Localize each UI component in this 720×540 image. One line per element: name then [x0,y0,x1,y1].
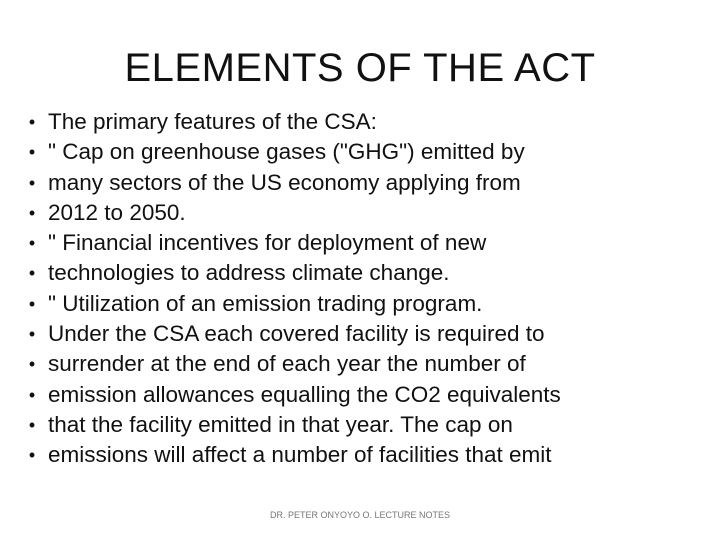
bullet-item [22,168,712,198]
bullet-dot-icon: • [28,202,36,223]
slide-title: ELEMENTS OF THE ACT [124,46,596,90]
bullet-dot-icon: • [28,263,36,284]
bullet-dot-icon: • [28,233,36,254]
bullet-dot-icon: • [28,324,36,345]
bullet-text: many sectors of the US economy applying from [48,169,521,195]
bullet-text: " Utilization of an emission trading program. [48,290,483,316]
bullet-dot-icon: • [28,112,36,132]
bullet-text: emission allowances equalling the CO2 equivalents [48,381,561,407]
bullet-item [22,440,712,470]
bullet-item [22,107,712,137]
bullet-item [22,410,712,440]
bullet-item [22,137,712,167]
bullet-dot-icon: • [28,414,36,435]
bullet-text: 2012 to 2050. [48,199,186,225]
bullet-dot-icon: • [28,172,36,193]
bullet-text: The primary features of the CSA: [48,109,377,134]
bullet-item [22,198,712,228]
bullet-item [22,349,712,379]
bullet-item [22,319,712,349]
bullet-text: " Financial incentives for deployment of new [48,230,487,256]
bullet-text: technologies to address climate change. [48,260,450,286]
bullet-dot-icon: • [28,142,36,163]
bullet-item [22,289,712,319]
bullet-item [22,380,712,410]
bullet-dot-icon: • [28,384,36,405]
bullet-item [22,258,712,288]
footer-note: DR. PETER ONYOYO O. LECTURE NOTES [269,510,451,520]
bullet-text: Under the CSA each covered facility is required to [48,321,545,347]
bullet-text: that the facility emitted in that year. The cap on [48,411,513,437]
bullet-dot-icon: • [28,293,36,314]
bullet-text: " Cap on greenhouse gases ("GHG") emitted by [48,139,525,165]
bullet-item [22,228,712,258]
bullet-dot-icon: • [28,445,36,466]
bullet-text: emissions will affect a number of facilities that emit [48,442,552,468]
bullet-text: surrender at the end of each year the number of [48,351,526,377]
bullet-dot-icon: • [28,354,36,375]
bullet-list [22,107,712,471]
